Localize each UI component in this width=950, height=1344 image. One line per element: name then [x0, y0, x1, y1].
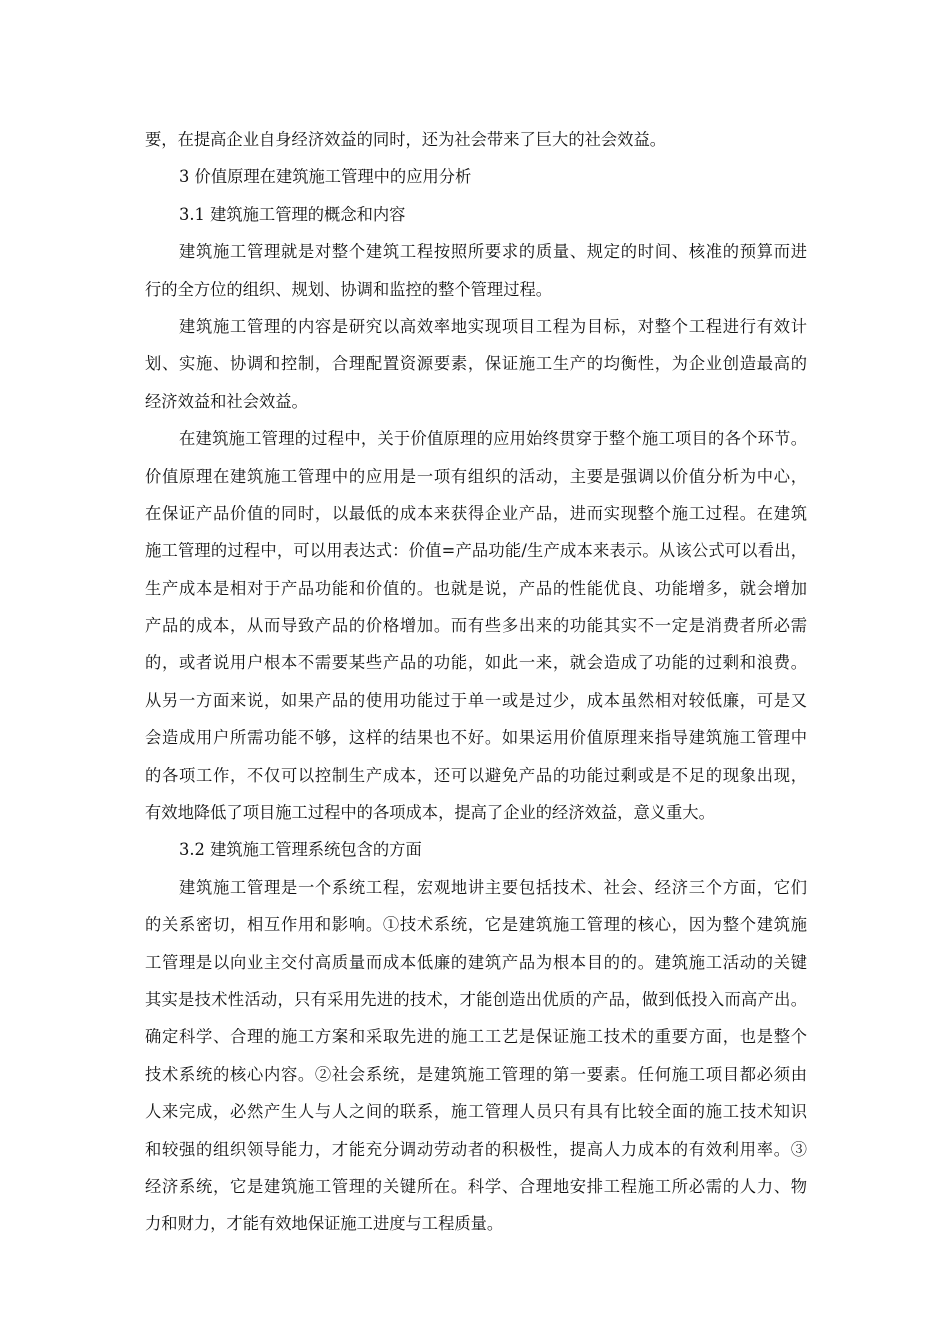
paragraph-line: 的关系密切，相互作用和影响。①技术系统，它是建筑施工管理的核心，因为整个建筑施 [145, 915, 807, 935]
paragraph-line: 划、实施、协调和控制，合理配置资源要素，保证施工生产的均衡性，为企业创造最高的 [145, 354, 807, 374]
subsection-heading: 3.1 建筑施工管理的概念和内容 [179, 204, 406, 224]
section-heading: 3 价值原理在建筑施工管理中的应用分析 [179, 167, 472, 187]
paragraph-line: 从另一方面来说，如果产品的使用功能过于单一或是过少，成本虽然相对较低廉，可是又 [145, 690, 807, 710]
paragraph-line: 其实是技术性活动，只有采用先进的技术，才能创造出优质的产品，做到低投入而高产出。 [145, 989, 807, 1009]
paragraph-line: 工管理是以向业主交付高质量而成本低廉的建筑产品为根本目的的。建筑施工活动的关键 [145, 952, 807, 972]
paragraph-line: 产品的成本，从而导致产品的价格增加。而有些多出来的功能其实不一定是消费者所必需 [145, 616, 807, 636]
paragraph-line: 行的全方位的组织、规划、协调和监控的整个管理过程。 [145, 279, 553, 299]
paragraph-line: 建筑施工管理是一个系统工程，宏观地讲主要包括技术、社会、经济三个方面，它们 [179, 877, 807, 897]
subsection-heading: 3.2 建筑施工管理系统包含的方面 [179, 840, 422, 860]
paragraph-line: 在保证产品价值的同时，以最低的成本来获得企业产品，进而实现整个施工过程。在建筑 [145, 503, 807, 523]
paragraph-line: 的各项工作，不仅可以控制生产成本，还可以避免产品的功能过剩或是不足的现象出现， [145, 765, 807, 785]
paragraph-line: 的，或者说用户根本不需要某些产品的功能，如此一来，就会造成了功能的过剩和浪费。 [145, 653, 807, 673]
paragraph-line: 会造成用户所需功能不够，这样的结果也不好。如果运用价值原理来指导建筑施工管理中 [145, 728, 807, 748]
paragraph-line: 在建筑施工管理的过程中，关于价值原理的应用始终贯穿于整个施工项目的各个环节。 [179, 429, 807, 449]
paragraph-line: 和较强的组织领导能力，才能充分调动劳动者的积极性，提高人力成本的有效利用率。③ [145, 1139, 807, 1159]
paragraph-line: 经济系统，它是建筑施工管理的关键所在。科学、合理地安排工程施工所必需的人力、物 [145, 1176, 807, 1196]
paragraph-line: 生产成本是相对于产品功能和价值的。也就是说，产品的性能优良、功能增多，就会增加 [145, 578, 807, 598]
document-body [145, 121, 807, 1243]
paragraph-line: 人来完成，必然产生人与人之间的联系，施工管理人员只有具有比较全面的施工技术知识 [145, 1102, 807, 1122]
paragraph-line: 要，在提高企业自身经济效益的同时，还为社会带来了巨大的社会效益。 [145, 130, 667, 149]
paragraph-line: 建筑施工管理的内容是研究以高效率地实现项目工程为目标，对整个工程进行有效计 [179, 316, 807, 336]
paragraph-line: 力和财力，才能有效地保证施工进度与工程质量。 [145, 1214, 504, 1234]
paragraph-line: 价值原理在建筑施工管理中的应用是一项有组织的活动，主要是强调以价值分析为中心， [145, 466, 807, 486]
paragraph-line: 施工管理的过程中，可以用表达式：价值=产品功能/生产成本来表示。从该公式可以看出， [145, 541, 807, 561]
paragraph-line: 建筑施工管理就是对整个建筑工程按照所要求的质量、规定的时间、核准的预算而进 [179, 242, 807, 262]
paragraph-line: 有效地降低了项目施工过程中的各项成本，提高了企业的经济效益，意义重大。 [145, 803, 715, 823]
paragraph-line: 技术系统的核心内容。②社会系统，是建筑施工管理的第一要素。任何施工项目都必须由 [145, 1064, 807, 1084]
paragraph-line: 确定科学、合理的施工方案和采取先进的施工工艺是保证施工技术的重要方面，也是整个 [145, 1027, 807, 1047]
paragraph-line: 经济效益和社会效益。 [145, 391, 308, 411]
